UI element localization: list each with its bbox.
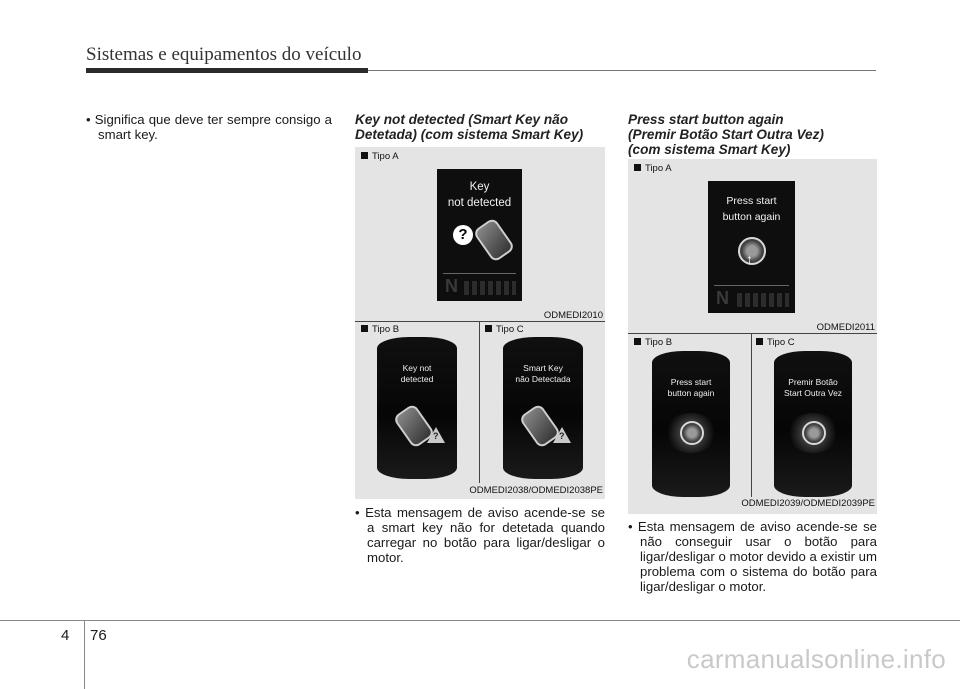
col3-tipo-c-label: Tipo C [756, 337, 795, 348]
col3-tipo-a-label: Tipo A [634, 163, 672, 174]
col3-heading-line2: (Premir Botão Start Outra Vez) [628, 127, 824, 142]
col3-screen-a: Press start button again ↑ N [708, 181, 795, 313]
start-button-icon [802, 421, 826, 445]
col3-figure-divider [628, 333, 877, 334]
col2-figure [355, 147, 605, 499]
col3-tipo-b-label: Tipo B [634, 337, 672, 348]
header-bar [86, 68, 368, 73]
col3-bullet: • Esta mensagem de aviso acende-se se não conseguir usar o botão para ligar/desligar o motor devido a existir um problema com o sistema do botão para ligar/desligar o motor. [628, 519, 877, 594]
col3-screen-a-line2: button again [722, 211, 781, 223]
col2-screen-c-line2: não Detectada [515, 374, 571, 384]
col3-figure [628, 159, 877, 514]
col3-screen-c-line2: Start Outra Vez [783, 388, 843, 398]
col3-figure-vdivider [751, 333, 752, 497]
col2-screen-a-line1: Key [469, 181, 490, 193]
col2-screen-c-line1: Smart Key [523, 363, 563, 373]
col3-heading-line1: Press start button again [628, 112, 784, 127]
section-number: 4 [61, 627, 70, 644]
col3-screen-a-line1: Press start [726, 195, 777, 207]
col2-heading: Key not detected (Smart Key não Detetada) (com sistema Smart Key) [355, 112, 584, 142]
header-rule [368, 70, 876, 71]
col1-bullet: • Significa que deve ter sempre consigo a smart key. [86, 112, 332, 142]
col2-screen-a: Key not detected ? N [437, 169, 522, 301]
watermark: carmanualsonline.info [686, 644, 946, 674]
col2-code-bc: ODMEDI2038/ODMEDI2038PE [469, 485, 603, 496]
col3-heading-line3: (com sistema Smart Key) [628, 142, 791, 157]
col3-heading [628, 112, 878, 157]
chapter-title: Sistemas e equipamentos do veículo [86, 44, 362, 65]
col2-tipo-a-label: Tipo A [361, 151, 399, 162]
col2-screen-b-line2: detected [400, 374, 434, 384]
question-icon: ? [453, 225, 473, 245]
col2-figure-vdivider [479, 321, 480, 483]
smart-key-icon [472, 217, 515, 263]
col3-code-a: ODMEDI2011 [816, 322, 875, 333]
col1-bullet-text: Significa que deve ter sempre consigo a smart key. [94, 112, 332, 142]
col2-tipo-b-label: Tipo B [361, 324, 399, 335]
col2-code-a: ODMEDI2010 [543, 310, 603, 321]
col2-screen-b: Key not detected ? [377, 337, 457, 479]
page-number: 76 [90, 627, 107, 644]
arrow-up-icon: ↑ [746, 251, 753, 267]
col3-screen-b-line2: button again [667, 388, 715, 398]
col3-code-bc: ODMEDI2039/ODMEDI2039PE [741, 498, 875, 509]
col3-screen-c [774, 351, 852, 497]
col3-screen-b [652, 351, 730, 497]
col2-screen-b-line1: Key not [402, 363, 432, 373]
start-button-icon [680, 421, 704, 445]
col2-bullet: • Esta mensagem de aviso acende-se se a smart key não for detetada quando carregar no botão para ligar/desligar o motor. [355, 505, 606, 565]
footer-rule [0, 620, 960, 621]
col2-tipo-c-label: Tipo C [485, 324, 524, 335]
col2-figure-divider [355, 321, 605, 322]
col2-bullet-text: Esta mensagem de aviso acende-se se a smart key não for detetada quando carregar no botão para ligar/desligar o motor. [365, 505, 606, 565]
col2-screen-c: Smart Key não Detectada ? [503, 337, 583, 479]
col3-screen-b-line1: Press start [670, 377, 712, 387]
col3-bullet-text: Esta mensagem de aviso acende-se se não conseguir usar o botão para ligar/desligar o motor devido a existir um problema com o sistema do botão para ligar/desligar o motor. [637, 519, 877, 594]
col2-screen-a-line2: not detected [447, 197, 512, 209]
footer-divider [84, 620, 85, 689]
col3-screen-c-line1: Premir Botão [788, 377, 838, 387]
